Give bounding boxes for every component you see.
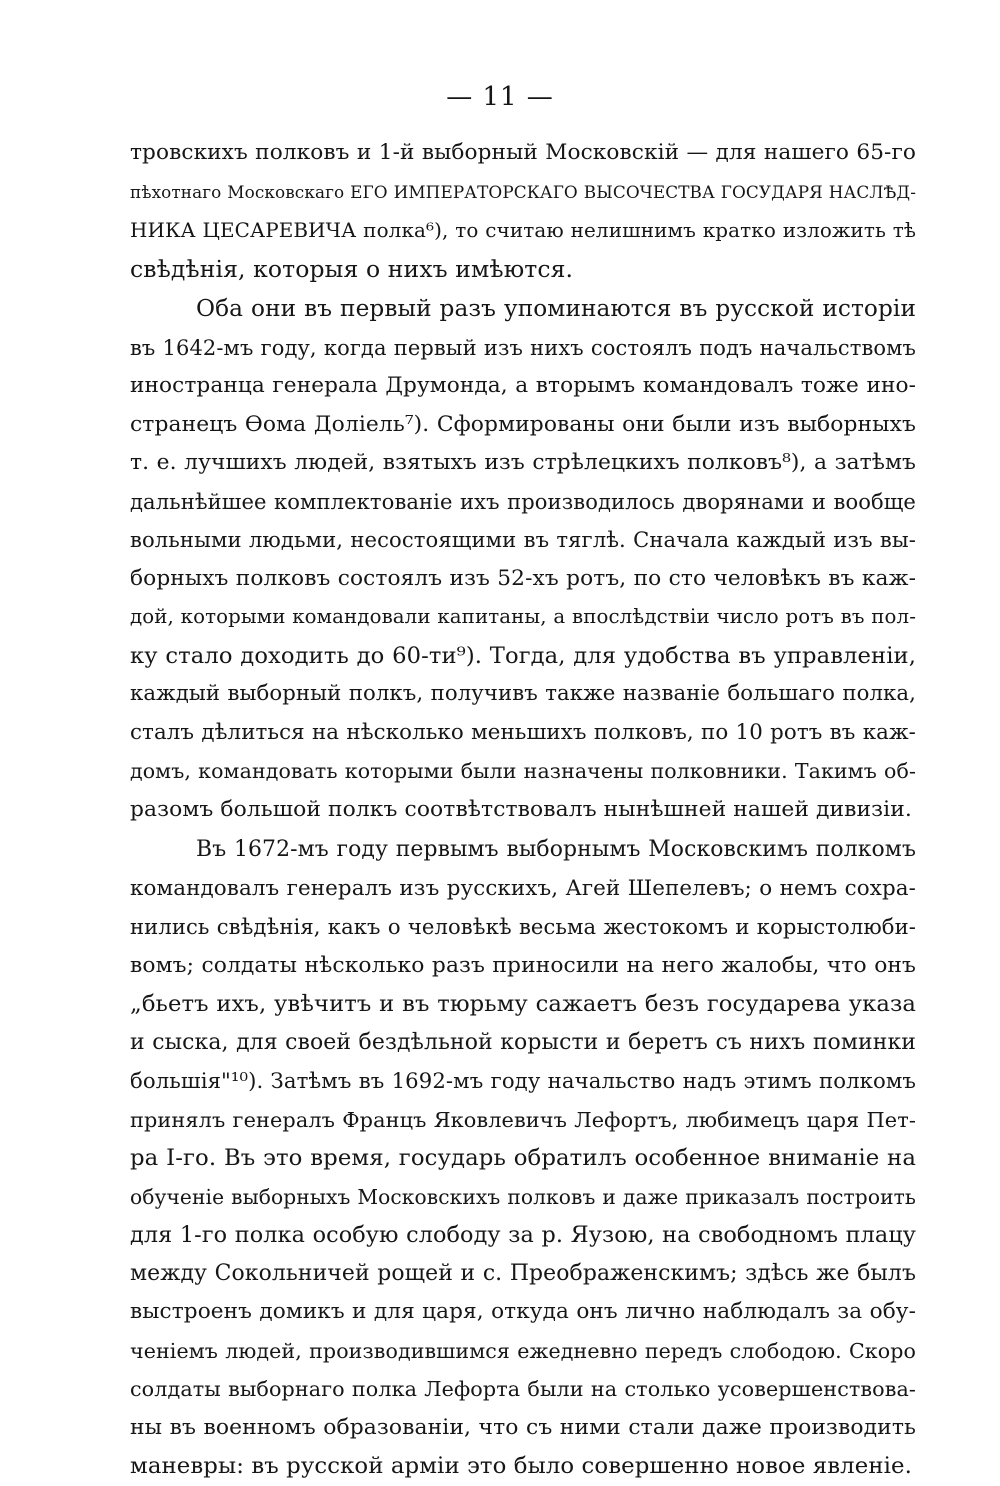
text-line: дальнѣйшее комплектованіе ихъ производилось дворянами и вообще xyxy=(130,488,916,514)
text-line: большія"¹⁰). Затѣмъ въ 1692-мъ году начальство надъ этимъ полкомъ xyxy=(130,1068,916,1093)
text-line: командовалъ генералъ изъ русскихъ, Агей Шепелевъ; о немъ сохра- xyxy=(130,875,916,901)
text-line: маневры: въ русской арміи это было совершенно новое явленіе. xyxy=(130,1453,912,1479)
text-line: сталъ дѣлиться на нѣсколько меньшихъ полковъ, по 10 ротъ въ каж- xyxy=(130,719,916,745)
text-line: разомъ большой полкъ соотвѣтствовалъ нынѣшней нашей дивизіи. xyxy=(130,796,912,822)
text-line: выстроенъ домикъ и для царя, откуда онъ лично наблюдалъ за обу- xyxy=(130,1299,916,1324)
text-line: НИКА ЦЕСАРЕВИЧА полка⁶), то считаю нелишнимъ кратко изложить тѣ xyxy=(130,218,916,242)
text-line: въ 1642-мъ году, когда первый изъ нихъ состоялъ подъ начальствомъ xyxy=(130,335,916,360)
text-line: ны въ военномъ образованіи, что съ ними стали даже производить xyxy=(130,1414,916,1440)
text-line: борныхъ полковъ состоялъ изъ 52-хъ ротъ, по сто человѣкъ въ каж- xyxy=(130,565,916,591)
text-line: тровскихъ полковъ и 1-й выборный Московскій — для нашего 65-го xyxy=(130,140,916,165)
text-line: Оба они въ первый разъ упоминаются въ русской исторіи xyxy=(196,295,916,322)
text-line: „бьетъ ихъ, увѣчитъ и въ тюрьму сажаетъ безъ государева указа xyxy=(130,991,916,1017)
text-line: иностранца генерала Друмонда, а вторымъ командовалъ тоже ино- xyxy=(130,373,916,398)
text-line: ченіемъ людей, производившимся ежедневно передъ слободою. Скоро xyxy=(130,1338,916,1363)
text-line: ку стало доходить до 60-ти⁹). Тогда, для удобства въ управленіи, xyxy=(130,642,916,669)
page-number: — 11 — xyxy=(446,82,554,112)
text-line: обученіе выборныхъ Московскихъ полковъ и даже приказалъ построить xyxy=(130,1184,916,1209)
text-line: солдаты выборнаго полка Лефорта были на столько усовершенствова- xyxy=(130,1377,916,1401)
text-line: пѣхотнаго Московскаго ЕГО ИМПЕРАТОРСКАГО ВЫСОЧЕСТВА ГОСУДАРЯ НАСЛѢД- xyxy=(130,181,916,202)
text-line: и сыска, для своей бездѣльной корысти и беретъ съ нихъ поминки xyxy=(130,1029,916,1055)
paragraph-1 xyxy=(130,134,916,288)
paragraph-3 xyxy=(130,831,916,1486)
text-line: т. е. лучшихъ людей, взятыхъ изъ стрѣлецкихъ полковъ⁸), а затѣмъ xyxy=(130,450,916,475)
body-text xyxy=(130,134,916,1486)
text-line: дой, которыми командовали капитаны, а впослѣдствіи число ротъ въ пол- xyxy=(130,605,916,628)
text-line: свѣдѣнія, которыя о нихъ имѣются. xyxy=(130,254,574,283)
text-line: между Сокольничей рощей и с. Преображенскимъ; здѣсь же былъ xyxy=(130,1260,916,1286)
text-line: нились свѣдѣнія, какъ о человѣкѣ весьма жестокомъ и корыстолюби- xyxy=(130,914,916,939)
text-line: принялъ генералъ Францъ Яковлевичъ Лефортъ, любимецъ царя Пет- xyxy=(130,1107,916,1132)
paragraph-2 xyxy=(130,290,916,829)
text-line: ра I-го. Въ это время, государь обратилъ особенное вниманіе на xyxy=(130,1145,916,1171)
text-line: Въ 1672-мъ году первымъ выборнымъ Московскимъ полкомъ xyxy=(196,837,916,862)
text-line: странецъ Ѳома Доліель⁷). Сформированы они были изъ выборныхъ xyxy=(130,411,916,437)
text-line: вомъ; солдаты нѣсколько разъ приносили на него жалобы, что онъ xyxy=(130,952,916,978)
text-line: каждый выборный полкъ, получивъ также названіе большаго полка, xyxy=(130,681,916,706)
text-line: домъ, командовать которыми были назначены полковники. Такимъ об- xyxy=(130,759,916,783)
text-line: для 1-го полка особую слободу за р. Яузою, на свободномъ плацу xyxy=(130,1222,916,1248)
text-line: вольными людьми, несостоящими въ тяглѣ. Сначала каждый изъ вы- xyxy=(130,527,916,552)
